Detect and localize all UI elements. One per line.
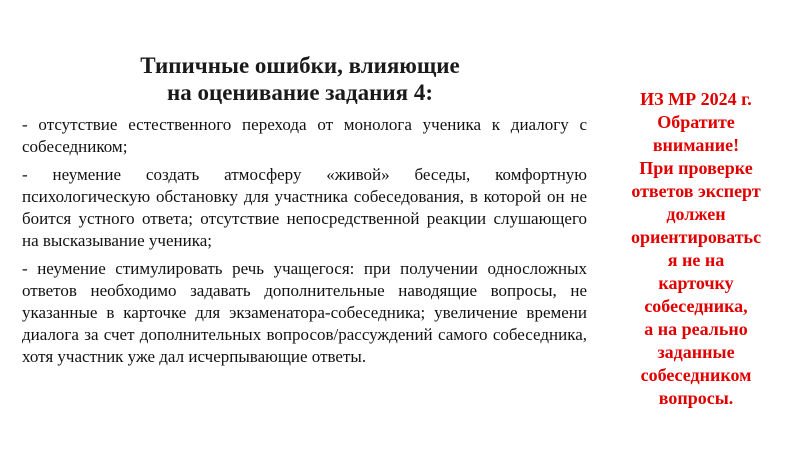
note-line: должен (666, 204, 726, 224)
slide-title (20, 52, 580, 106)
note-line: ответов эксперт (631, 181, 761, 201)
note-line: карточку (658, 273, 734, 293)
note-line: собеседником (640, 365, 752, 385)
note-line: я не на (667, 250, 725, 270)
attention-note (608, 88, 784, 410)
note-line: собеседника, (644, 296, 748, 316)
title-line-2: на оценивание задания 4: (166, 80, 434, 105)
title-line-1: Типичные ошибки, влияющие (140, 53, 460, 78)
note-line: вопросы. (658, 388, 734, 408)
note-line: При проверке (639, 158, 753, 178)
paragraph-transition: - отсутствие естественного перехода от монолога ученика к диалогу с собеседником; (22, 115, 587, 156)
body-text (22, 114, 587, 374)
note-line: внимание! (652, 135, 740, 155)
note-line: ИЗ МР 2024 г. (640, 89, 752, 109)
note-line: заданные (657, 342, 735, 362)
paragraph-stimulate-speech: - неумение стимулировать речь учащегося: при получении односложных ответов необходимо задавать дополнительные наводящие вопросы, не указанные в карточке для экзаменатора-собеседника; увеличение времени диалога за счет дополнительных вопросов/рассуждений самого собеседника, хотя участник уже дал исчерпывающие ответы. (22, 259, 587, 366)
note-line: а на реально (644, 319, 748, 339)
paragraph-atmosphere: - неумение создать атмосферу «живой» беседы, комфортную психологическую обстановку для участника собеседования, в которой он не боится устного ответа; отсутствие непосредственной реакции слушающего на высказывание ученика; (22, 165, 587, 250)
note-line: Обратите (657, 112, 735, 132)
note-line: ориентироватьс (630, 227, 762, 247)
